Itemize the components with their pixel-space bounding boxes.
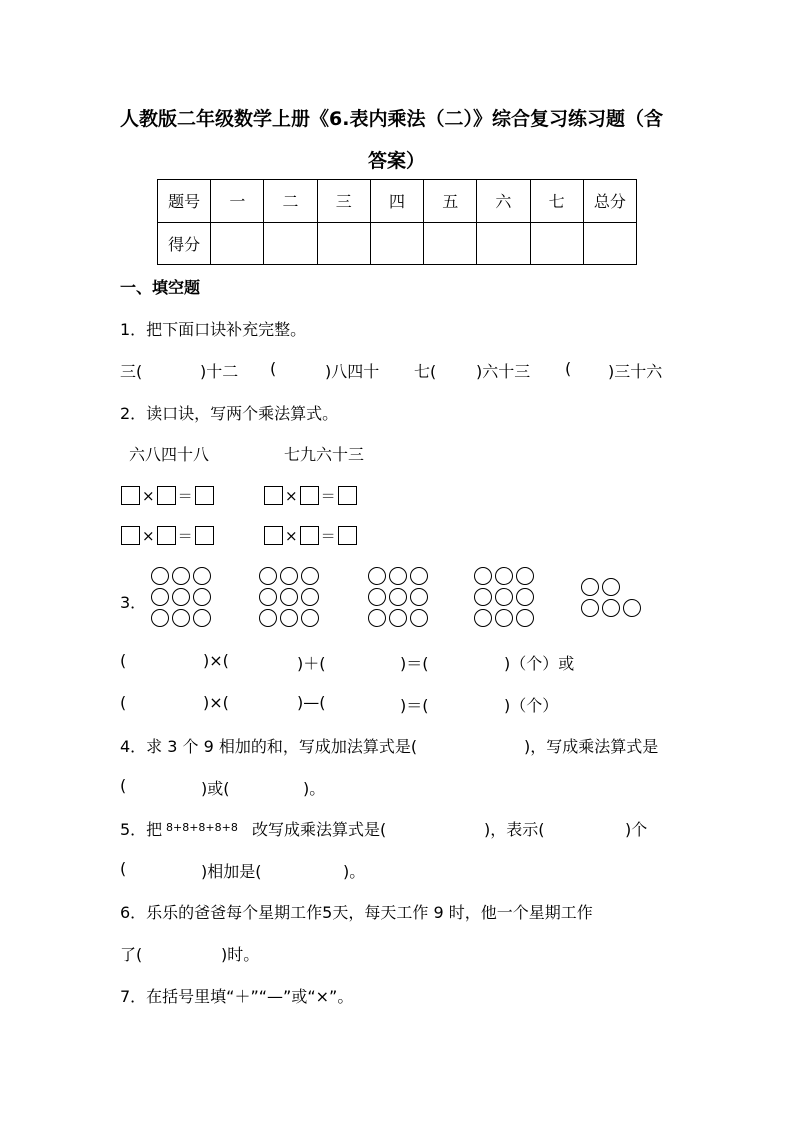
q3-line1-part: )（个）或 xyxy=(504,654,575,673)
q3-line2-part: ( xyxy=(120,693,127,712)
title-line-1: 人教版二年级数学上册《6.表内乘法（二）》综合复习练习题（含 xyxy=(120,108,663,130)
q5-line1-b: 改写成乘法算式是( xyxy=(252,820,387,839)
score-header-cell: 四 xyxy=(370,180,423,223)
q5-line1-a: 5．把 xyxy=(120,820,163,839)
q3-line1-part: ( xyxy=(120,651,127,670)
score-input-cell[interactable] xyxy=(211,222,264,265)
circle xyxy=(259,588,277,606)
circle xyxy=(410,567,428,585)
q1-part: ( xyxy=(270,359,277,378)
q2-equation xyxy=(264,525,357,546)
circle xyxy=(474,567,492,585)
q3-number: 3． xyxy=(120,593,147,612)
q1-part: 三( xyxy=(120,362,143,381)
q5-line1-d: )个 xyxy=(625,820,648,839)
q3-line2-part: )（个） xyxy=(504,696,559,715)
circle xyxy=(280,567,298,585)
q1-part: )十二 xyxy=(200,362,239,381)
score-row-label: 得分 xyxy=(158,222,211,265)
section-heading: 一、填空题 xyxy=(120,278,201,297)
score-header-cell: 三 xyxy=(317,180,370,223)
q3-line2-part: )—( xyxy=(297,693,326,712)
score-header-cell: 二 xyxy=(264,180,317,223)
circle xyxy=(389,609,407,627)
q1-part: )六十三 xyxy=(476,362,531,381)
score-header-cell: 一 xyxy=(211,180,264,223)
q2-rhyme-b: 七九六十三 xyxy=(284,445,365,464)
answer-box[interactable] xyxy=(195,526,214,545)
q6-line2-a: 了( xyxy=(120,945,143,964)
circle xyxy=(516,609,534,627)
circle xyxy=(623,599,641,617)
circle xyxy=(193,588,211,606)
equals-sign: ＝ xyxy=(320,527,336,545)
circle xyxy=(495,609,513,627)
q3-line1-part: )×( xyxy=(203,651,229,670)
q2-equation xyxy=(121,485,214,506)
score-input-cell[interactable] xyxy=(317,222,370,265)
q2-equation xyxy=(121,525,214,546)
q6-line2-b: )时。 xyxy=(221,945,260,964)
q3-line1-part: )＝( xyxy=(400,654,429,673)
q5-line2-b: )相加是( xyxy=(201,862,262,881)
circle xyxy=(410,609,428,627)
score-input-cell[interactable] xyxy=(530,222,583,265)
circle xyxy=(516,567,534,585)
answer-box[interactable] xyxy=(264,486,283,505)
q5-line2-a: ( xyxy=(120,859,127,878)
circle xyxy=(516,588,534,606)
circle xyxy=(301,609,319,627)
score-header-cell: 六 xyxy=(477,180,530,223)
q4-line1: 4．求 3 个 9 相加的和，写成加法算式是( xyxy=(120,737,418,756)
answer-box[interactable] xyxy=(338,526,357,545)
title-line-2: 答案） xyxy=(368,150,426,172)
answer-box[interactable] xyxy=(300,526,319,545)
equals-sign: ＝ xyxy=(177,527,193,545)
circle xyxy=(581,599,599,617)
circle xyxy=(280,588,298,606)
equals-sign: ＝ xyxy=(320,487,336,505)
q6-line1: 6．乐乐的爸爸每个星期工作5天，每天工作 9 时，他一个星期工作 xyxy=(120,903,593,922)
answer-box[interactable] xyxy=(338,486,357,505)
circle xyxy=(389,588,407,606)
circle xyxy=(474,588,492,606)
q3-line2-part: )＝( xyxy=(400,696,429,715)
answer-box[interactable] xyxy=(121,526,140,545)
circle xyxy=(410,588,428,606)
score-table xyxy=(157,179,637,265)
circle xyxy=(172,567,190,585)
circle xyxy=(193,609,211,627)
score-header-cell: 五 xyxy=(424,180,477,223)
q2-equation xyxy=(264,485,357,506)
q7-prompt: 7．在括号里填“＋”“—”或“×”。 xyxy=(120,987,354,1006)
times-sign: × xyxy=(285,486,298,505)
circle xyxy=(474,609,492,627)
equals-sign: ＝ xyxy=(177,487,193,505)
circle xyxy=(495,588,513,606)
circle xyxy=(602,578,620,596)
circle xyxy=(581,578,599,596)
score-input-cell[interactable] xyxy=(477,222,530,265)
score-input-cell[interactable] xyxy=(264,222,317,265)
q1-part: ( xyxy=(565,359,572,378)
q2-rhyme-a: 六八四十八 xyxy=(129,445,210,464)
score-header-cell: 七 xyxy=(530,180,583,223)
circle xyxy=(172,609,190,627)
answer-box[interactable] xyxy=(264,526,283,545)
circle xyxy=(495,567,513,585)
q4-line2-b: )或( xyxy=(201,779,230,798)
circle xyxy=(259,567,277,585)
answer-box[interactable] xyxy=(157,486,176,505)
circle xyxy=(301,588,319,606)
q5-line1-c: )，表示( xyxy=(484,820,545,839)
circle xyxy=(151,609,169,627)
q5-line2-c: )。 xyxy=(343,862,366,881)
circle xyxy=(259,609,277,627)
times-sign: × xyxy=(142,526,155,545)
circle xyxy=(368,567,386,585)
answer-box[interactable] xyxy=(195,486,214,505)
q3-line1-part: )＋( xyxy=(297,654,326,673)
q4-line2-c: )。 xyxy=(303,779,326,798)
circle xyxy=(151,588,169,606)
answer-box[interactable] xyxy=(157,526,176,545)
score-table-header-row xyxy=(158,180,637,223)
score-header-cell: 题号 xyxy=(158,180,211,223)
q2-prompt: 2．读口诀，写两个乘法算式。 xyxy=(120,404,339,423)
q3-line2-part: )×( xyxy=(203,693,229,712)
score-table-score-row xyxy=(158,222,637,265)
answer-box[interactable] xyxy=(300,486,319,505)
q1-part: )三十六 xyxy=(608,362,663,381)
circle xyxy=(172,588,190,606)
circle xyxy=(602,599,620,617)
circle xyxy=(280,609,298,627)
q5-expression: 8+8+8+8+8 xyxy=(166,821,238,834)
times-sign: × xyxy=(142,486,155,505)
q4-line2-a: ( xyxy=(120,776,127,795)
circle xyxy=(151,567,169,585)
q1-part: 七( xyxy=(414,362,437,381)
score-header-cell: 总分 xyxy=(583,180,636,223)
circle xyxy=(193,567,211,585)
circle xyxy=(389,567,407,585)
score-input-cell[interactable] xyxy=(424,222,477,265)
circle xyxy=(368,588,386,606)
q4-line1-end: )，写成乘法算式是 xyxy=(524,737,659,756)
q1-part: )八四十 xyxy=(325,362,380,381)
times-sign: × xyxy=(285,526,298,545)
circle xyxy=(301,567,319,585)
circle xyxy=(368,609,386,627)
score-input-cell[interactable] xyxy=(370,222,423,265)
answer-box[interactable] xyxy=(121,486,140,505)
score-input-cell[interactable] xyxy=(583,222,636,265)
q1-prompt: 1．把下面口诀补充完整。 xyxy=(120,320,307,339)
